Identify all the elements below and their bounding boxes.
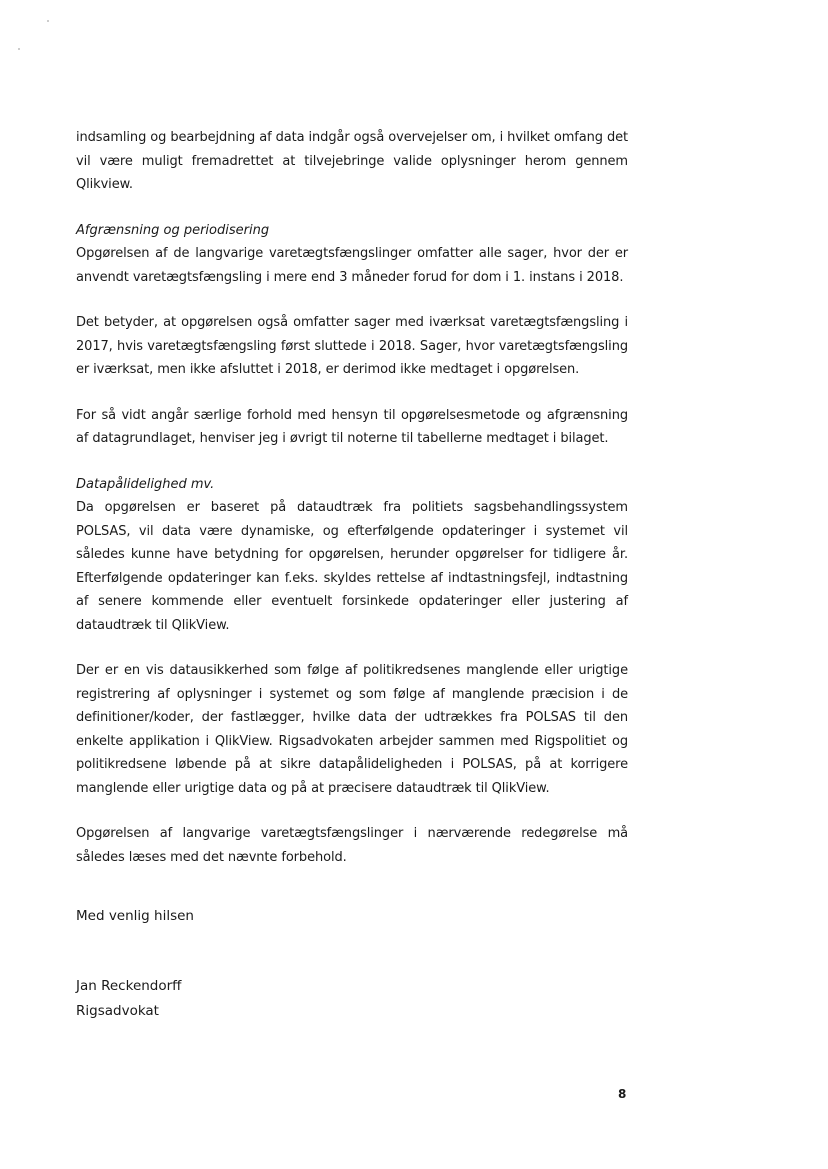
signatory-name: Jan Reckendorff [76, 978, 182, 994]
scope-paragraph-3: For så vidt angår særlige forhold med hensyn til opgørelsesmetode og afgrænsning af datagrundlaget, henviser jeg i øvrigt til noterne til tabellerne medtaget i bilaget. [76, 407, 628, 446]
reliability-paragraph-2: Der er en vis datausikkerhed som følge af politikredsenes manglende eller urigtige registrering af oplysninger i systemet og som følge af manglende præcision i de definitioner/koder, der fastlægger, hvilke data der udtrækkes fra POLSAS til den enkelte applikation i QlikView. Rigsadvokaten arbejder sammen med Rigspolitiet og politikredsene løbende på at sikre datapålideligheden i POLSAS, på at korrigere manglende eller urigtige data og på at præcisere dataudtræk til QlikView. [76, 663, 628, 796]
scope-heading: Afgrænsning og periodisering [76, 222, 270, 238]
closing-greeting: Med venlig hilsen [76, 908, 194, 924]
scope-paragraph-1: Opgørelsen af de langvarige varetægtsfængslinger omfatter alle sager, hvor der er anvendt varetægtsfængsling i mere end 3 måneder forud for dom i 1. instans i 2018. [76, 246, 628, 285]
signatory-title: Rigsadvokat [76, 1003, 159, 1019]
scope-paragraph-2: Det betyder, at opgørelsen også omfatter sager med iværksat varetægtsfængsling i 2017, hvis varetægtsfængsling først sluttede i 2018. Sager, hvor varetægtsfængsling er iværksat, men ikke afsluttet i 2018, er derimod ikke medtaget i opgørelsen. [76, 315, 628, 377]
reliability-paragraph-1: Da opgørelsen er baseret på dataudtræk fra politiets sagsbehandlingssystem POLSAS, vil data være dynamiske, og efterfølgende opdateringer i systemet vil således kunne have betydning for opgørelsen, herunder opgørelser for tidligere år. Efterfølgende opdateringer kan f.eks. skyldes rettelse af indtastningsfejl, indtastning af senere kommende eller eventuelt forsinkede opdateringer eller justering af dataudtræk til QlikView. [76, 500, 628, 633]
page-number: 8 [618, 1087, 627, 1101]
body-text [76, 126, 628, 891]
intro-paragraph: indsamling og bearbejdning af data indgår også overvejelser om, i hvilket omfang det vil være muligt fremadrettet at tilvejebringe valide oplysninger herom gennem Qlikview. [76, 130, 628, 192]
reliability-paragraph-3: Opgørelsen af langvarige varetægtsfængslinger i nærværende redegørelse må således læses med det nævnte forbehold. [76, 826, 628, 865]
signature-block [76, 974, 181, 1024]
reliability-heading: Datapålidelighed mv. [76, 476, 215, 492]
scan-speck [47, 20, 49, 22]
scan-speck [18, 48, 20, 50]
